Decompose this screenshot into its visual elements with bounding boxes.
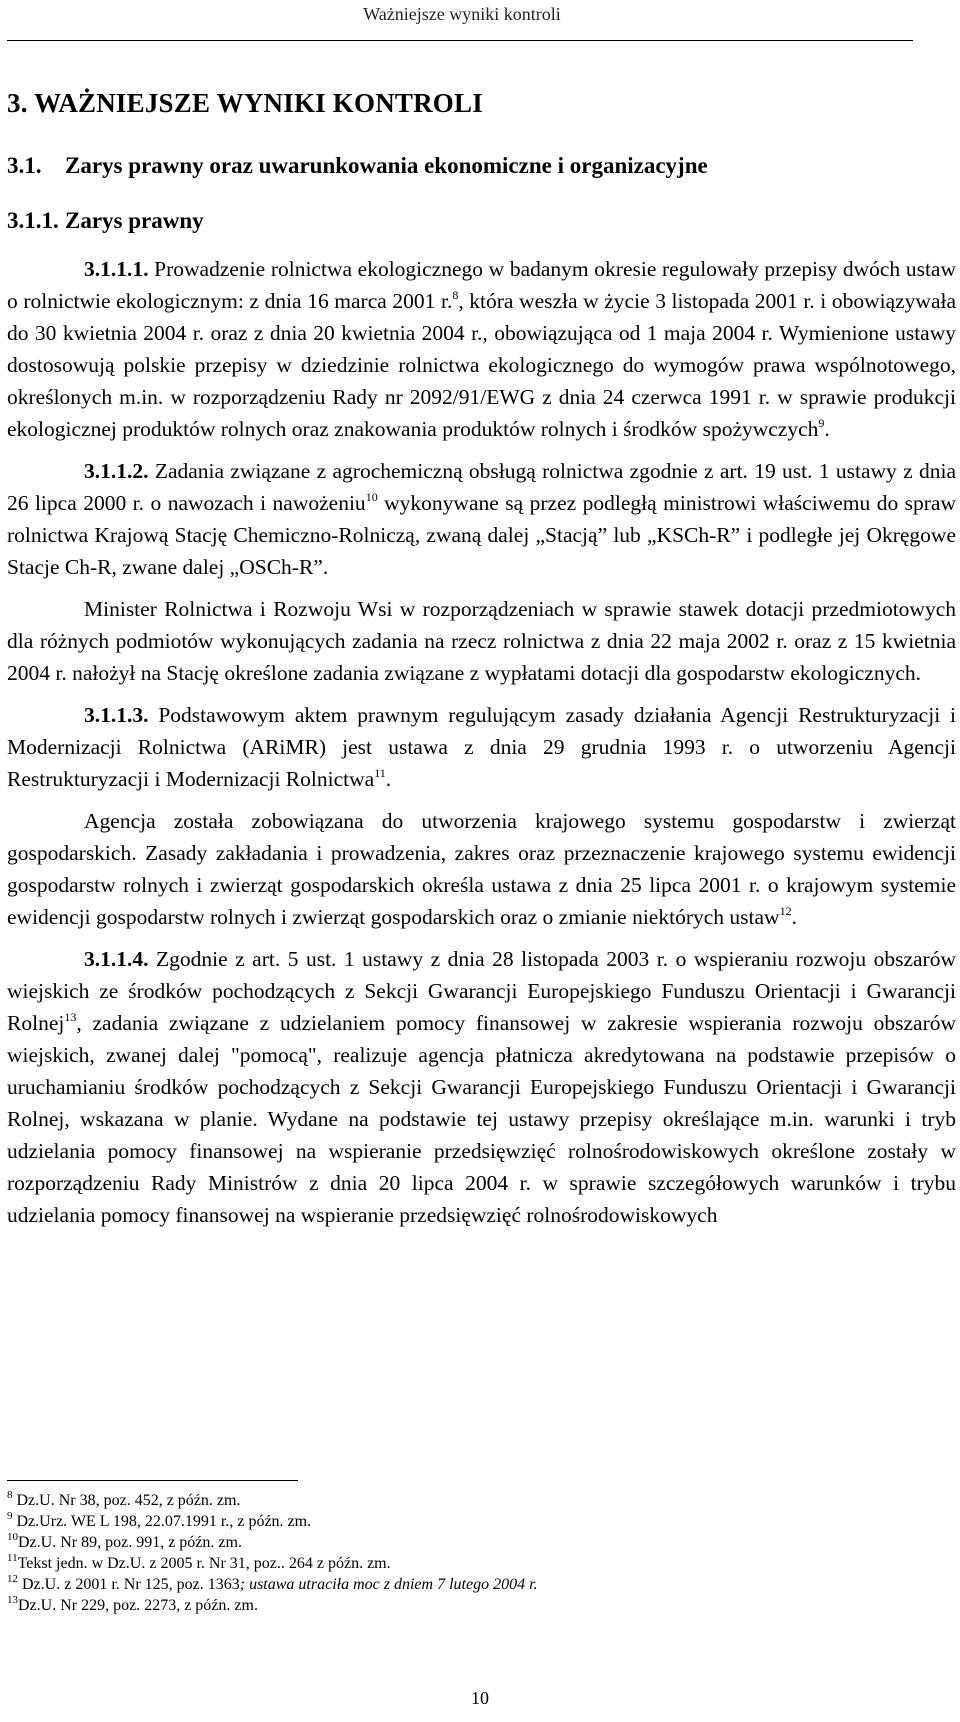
- subsection-title: Zarys prawny: [65, 208, 204, 233]
- footnote-text: Dz.U. Nr 229, poz. 2273, z późn. zm.: [18, 1597, 258, 1614]
- paragraph-text: Agencja została zobowiązana do utworzenia krajowego systemu gospodarstw i zwierząt gospodarskich. Zasady zakładania i prowadzenia, zakres oraz przeznaczenie krajowego systemu ewidencji gospodarstw rolnych i zwierząt gospodarskich określa ustawa z dnia 25 lipca 2001 r. o krajowym systemie ewidencji gospodarstw rolnych i zwierząt gospodarskich oraz o zmianie niektórych ustaw: [7, 809, 956, 929]
- subsection-number: 3.1.1.: [7, 208, 59, 233]
- footnote-text: Dz.Urz. WE L 198, 22.07.1991 r., z późn. zm.: [12, 1513, 312, 1530]
- footnote-text: Dz.U. z 2001 r. Nr 125, poz. 1363: [18, 1576, 240, 1593]
- footnote-9: [7, 1511, 947, 1532]
- paragraph-number: 3.1.1.3.: [84, 703, 149, 727]
- chapter-heading: 3. WAŻNIEJSZE WYNIKI KONTROLI: [7, 88, 483, 118]
- document-page: [7, 0, 955, 1722]
- paragraph-3-1-1-3: [7, 699, 956, 795]
- body-text: [7, 253, 956, 1241]
- footnotes: [7, 1490, 947, 1616]
- footnote-12: [7, 1574, 947, 1595]
- footnote-text: Tekst jedn. w Dz.U. z 2005 r. Nr 31, poz.. 264 z późn. zm.: [17, 1555, 391, 1572]
- footnote-ref: 8: [452, 288, 459, 302]
- header-rule: [7, 40, 913, 41]
- paragraph-text: .: [824, 417, 830, 441]
- paragraph-text: Podstawowym aktem prawnym regulującym zasady działania Agencji Restrukturyzacji i Modernizacji Rolnictwa (ARiMR) jest ustawa z dnia 29 grudnia 1993 r. o utworzeniu Agencji Restrukturyzacji i Modernizacji Rolnictwa: [7, 703, 956, 791]
- paragraph-agencja: [7, 805, 956, 933]
- footnote-number: 12: [7, 1573, 18, 1585]
- paragraph-minister: Minister Rolnictwa i Rozwoju Wsi w rozporządzeniach w sprawie stawek dotacji przedmiotowych dla różnych podmiotów wykonujących zadania na rzecz rolnictwa z dnia 22 maja 2002 r. oraz z 15 kwietnia 2004 r. nałożył na Stację określone zadania związane z wypłatami dotacji dla gospodarstw ekologicznych.: [7, 597, 956, 685]
- paragraph-text: .: [791, 905, 797, 929]
- footnote-ref: 13: [64, 1010, 77, 1024]
- footnote-number: 10: [7, 1531, 18, 1543]
- paragraph-text: wykonywane są przez podległą ministrowi właściwemu do spraw rolnictwa Krajową Stację Chemiczno-Rolniczą, zwaną dalej „Stacją” lub „KSCh-R” i podległe jej Okręgowe Stacje Ch-R, zwane dalej „OSCh-R”.: [7, 491, 956, 579]
- footnote-8: [7, 1490, 947, 1511]
- footnote-text: Dz.U. Nr 38, poz. 452, z późn. zm.: [12, 1492, 241, 1509]
- running-head: Ważniejsze wyniki kontroli: [363, 4, 561, 24]
- paragraph-text: .: [385, 767, 392, 791]
- paragraph-3-1-1-4: [7, 943, 956, 1231]
- footnote-text: Dz.U. Nr 89, poz. 991, z późn. zm.: [18, 1534, 242, 1551]
- footnote-11: [7, 1553, 947, 1574]
- section-heading: [7, 153, 708, 179]
- paragraph-number: 3.1.1.4.: [84, 947, 149, 971]
- paragraph-text: , która weszła w życie 3 listopada 2001 r. i obowiązywała do 30 kwietnia 2004 r. oraz z dnia 20 kwietnia 2004 r., obowiązująca od 1 maja 2004 r. Wymienione ustawy dostosowują polskie przepisy w dziedzinie rolnictwa ekologicznego do wymogów prawa wspólnotowego, określonych m.in. w rozporządzeniu Rady nr 2092/91/EWG z dnia 24 czerwca 1991 r. w sprawie produkcji ekologicznej produktów rolnych oraz znakowania produktów rolnych i środków spożywczych: [7, 289, 957, 441]
- footnote-13: [7, 1595, 947, 1616]
- footnote-number: 11: [7, 1552, 18, 1564]
- page-number: 10: [471, 1688, 489, 1708]
- footnote-separator: [7, 1480, 298, 1481]
- footnote-ref: 10: [365, 490, 378, 504]
- paragraph-3-1-1-1: [7, 253, 956, 445]
- footnote-ref: 11: [374, 766, 386, 780]
- footnote-ref: 9: [818, 416, 825, 430]
- footnote-number: 13: [7, 1594, 18, 1606]
- section-title: Zarys prawny oraz uwarunkowania ekonomiczne i organizacyjne: [65, 153, 708, 178]
- footnote-10: [7, 1532, 947, 1553]
- footnote-number: 8: [7, 1489, 13, 1501]
- footnote-number: 9: [7, 1510, 13, 1522]
- footnote-ref: 12: [779, 904, 792, 918]
- paragraph-text: Zadania związane z agrochemiczną obsługą rolnictwa zgodnie z art. 19 ust. 1 ustawy z dnia 26 lipca 2000 r. o nawozach i nawożeniu: [7, 459, 956, 515]
- paragraph-text: Zgodnie z art. 5 ust. 1 ustawy z dnia 28 listopada 2003 r. o wspieraniu rozwoju obszarów wiejskich ze środków pochodzących z Sekcji Gwarancji Europejskiego Funduszu Orientacji i Gwarancji Rolnej: [7, 947, 956, 1035]
- paragraph-number: 3.1.1.2.: [84, 459, 149, 483]
- footnote-italic-note: ; ustawa utraciła moc z dniem 7 lutego 2004 r.: [239, 1576, 538, 1593]
- paragraph-number: 3.1.1.1.: [84, 257, 149, 281]
- paragraph-text: Prowadzenie rolnictwa ekologicznego w badanym okresie regulowały przepisy dwóch ustaw o rolnictwie ekologicznym: z dnia 16 marca 2001 r.: [7, 257, 956, 313]
- section-number: 3.1.: [7, 153, 42, 178]
- paragraph-3-1-1-2: [7, 455, 956, 583]
- paragraph-text: , zadania związane z udzielaniem pomocy finansowej w zakresie wspierania rozwoju obszarów wiejskich, zwanej dalej "pomocą", realizuje agencja płatnicza akredytowana na podstawie przepisów o uruchamianiu środków pochodzących z Sekcji Gwarancji Europejskiego Funduszu Orientacji i Gwarancji Rolnej, wskazana w planie. Wydane na podstawie tej ustawy przepisy określające m.in. warunki i tryb udzielania pomocy finansowej na wspieranie przedsięwzięć rolnośrodowiskowych określone zostały w rozporządzeniu Rady Ministrów z dnia 20 lipca 2004 r. w sprawie szczegółowych warunków i trybu udzielania pomocy finansowej na wspieranie przedsięwzięć rolnośrodowiskowych: [7, 1011, 956, 1227]
- subsection-heading: [7, 208, 204, 234]
